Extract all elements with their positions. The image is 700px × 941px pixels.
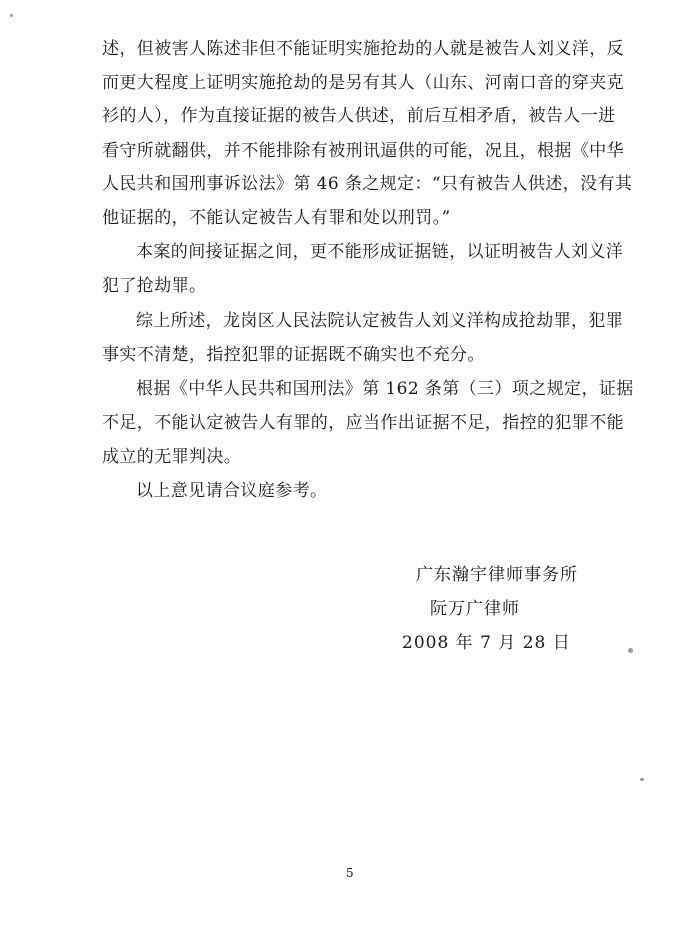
body-line: 他证据的，不能认定被告人有罪和处以刑罚。” xyxy=(102,208,451,228)
body-line: 不足，不能认定被告人有罪的，应当作出证据不足，指控的犯罪不能 xyxy=(102,413,624,433)
body-line: 看守所就翻供，并不能排除有被刑讯逼供的可能，况且，根据《中华 xyxy=(102,141,624,161)
body-line: 而更大程度上证明实施抢劫的是另有其人（山东、河南口音的穿夹克 xyxy=(102,73,624,93)
body-line: 衫的人），作为直接证据的被告人供述，前后互相矛盾，被告人一进 xyxy=(102,106,616,126)
body-line: 本案的间接证据之间，更不能形成证据链，以证明被告人刘义洋 xyxy=(136,242,624,262)
body-line: 人民共和国刑事诉讼法》第 46 条之规定：“只有被告人供述，没有其 xyxy=(102,174,633,194)
scan-speck xyxy=(10,14,13,17)
body-line: 犯了抢劫罪。 xyxy=(102,276,207,296)
body-line: 综上所述，龙岗区人民法院认定被告人刘义洋构成抢劫罪，犯罪 xyxy=(136,311,624,331)
body-line: 事实不清楚，指控犯罪的证据既不确实也不充分。 xyxy=(102,345,485,365)
body-line: 根据《中华人民共和国刑法》第 162 条第（三）项之规定，证据 xyxy=(136,379,634,399)
lawyer-name: 阮万广律师 xyxy=(430,599,520,619)
page-number: 5 xyxy=(346,866,354,880)
body-line: 成立的无罪判决。 xyxy=(102,447,242,467)
scan-speck xyxy=(628,648,633,653)
law-firm-name: 广东瀚宇律师事务所 xyxy=(416,565,578,585)
body-line: 述，但被害人陈述非但不能证明实施抢劫的人就是被告人刘义洋，反 xyxy=(102,39,624,59)
body-line: 以上意见请合议庭参考。 xyxy=(136,481,328,501)
signature-date: 2008 年 7 月 28 日 xyxy=(402,633,571,653)
scan-speck xyxy=(640,778,644,781)
